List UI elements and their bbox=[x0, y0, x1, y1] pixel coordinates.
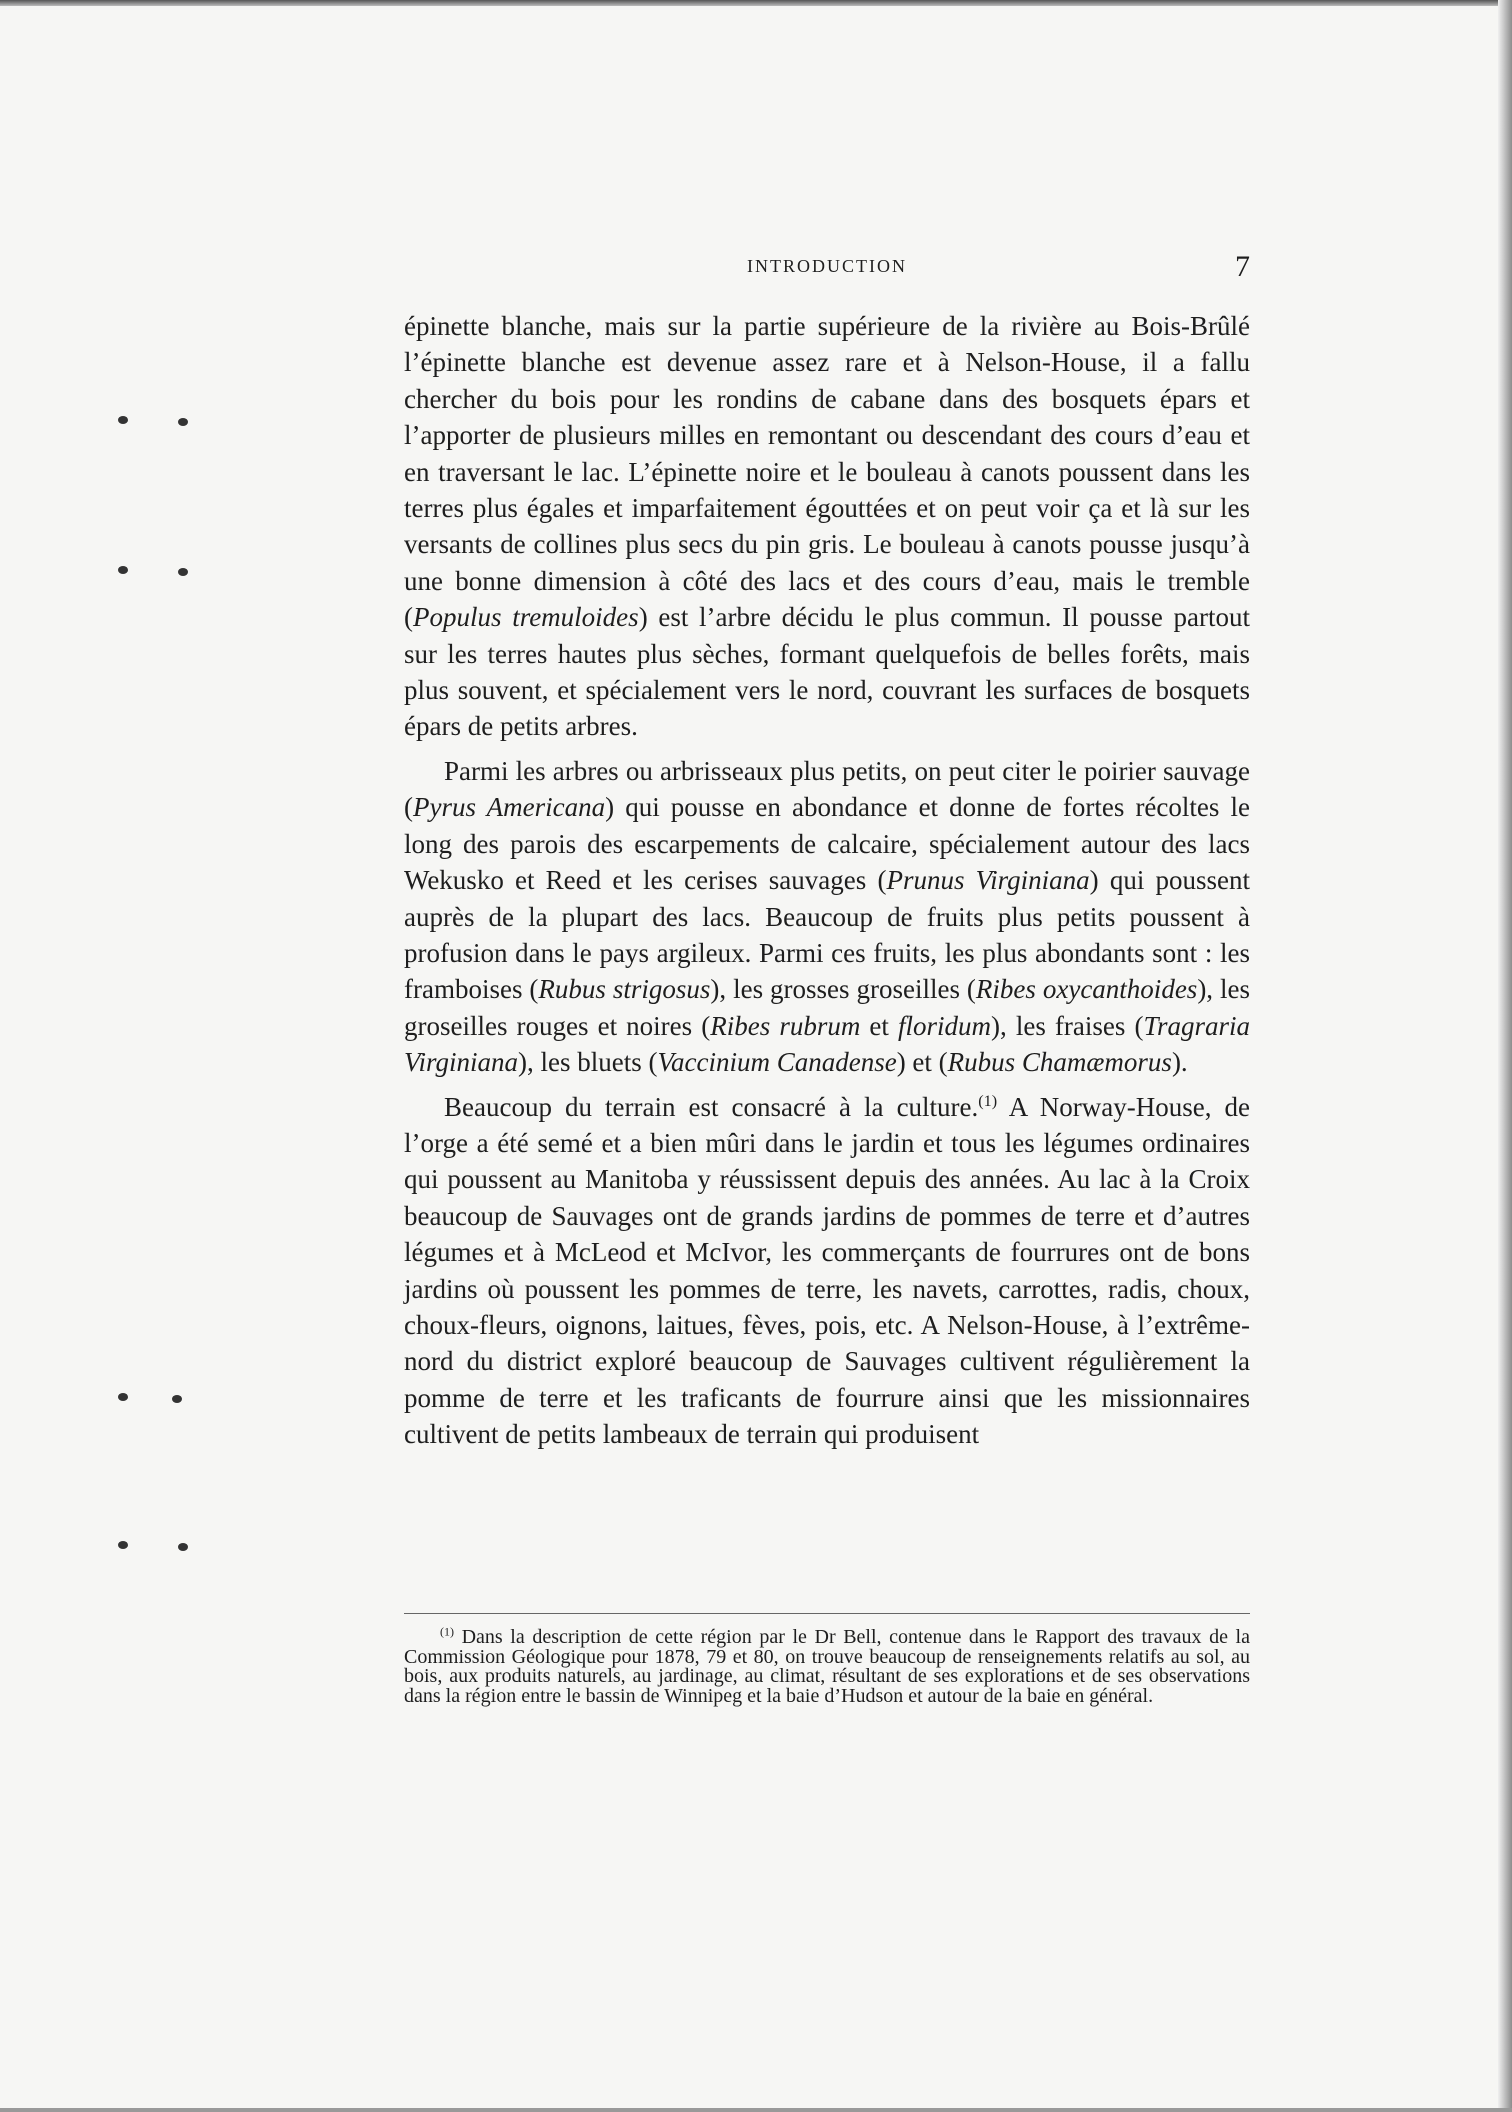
paragraph: Parmi les arbres ou arbrisseaux plus petits, on peut citer le poirier sauvage (Pyrus Americana) qui pousse en abondance et donne de fortes récoltes le long des parois des escarpements de calcaire, spécialement autour des lacs Wekusko et Reed et les cerises sauvages (Prunus Virginiana) qui poussent auprès de la plupart des lacs. Beaucoup de fruits plus petits poussent à profusion dans le pays argileux. Parmi ces fruits, les plus abondants sont : les framboises (Rubus strigosus), les grosses groseilles (Ribes oxycanthoides), les groseilles rouges et noires (Ribes rubrum et floridum), les fraises (Tragraria Virginiana), les bluets (Vaccinium Canadense) et (Rubus Chamæmorus). bbox=[404, 755, 1251, 1078]
latin-name: Pyrus Americana bbox=[413, 792, 606, 823]
latin-name: Vaccinium Canadense bbox=[657, 1047, 897, 1078]
paragraph: Beaucoup du terrain est consacré à la culture.$^{(1)}$ A Norway-House, de l’orge a été semé et a bien mûri dans le jardin et tous les légumes ordinaires qui poussent au Manitoba y réussissent depuis des années. Au lac à la Croix beaucoup de Sauvages ont de grands jardins de pommes de terre et d’autres légumes et à McLeod et McIvor, les commerçants de fourrures ont de bons jardins où poussent les pommes de terre, les navets, carrottes, radis, choux, choux-fleurs, oignons, laitues, fèves, pois, etc. A Nelson-House, à l’extrême-nord du district exploré beaucoup de Sauvages cultivent régulièrement la pomme de terre et les traficants de fourrure ainsi que les missionnaires cultivent de petits lambeaux de terrain qui produisent bbox=[404, 1091, 1250, 1450]
footnote-marker: (1) bbox=[440, 1624, 454, 1639]
footnote bbox=[404, 1624, 1250, 1707]
binding-hole-mark bbox=[178, 418, 188, 426]
binding-hole-mark bbox=[118, 566, 128, 574]
binding-hole-mark bbox=[172, 1395, 182, 1403]
page-header bbox=[404, 250, 1250, 283]
page-top-edge bbox=[0, 0, 1512, 6]
latin-name: floridum bbox=[898, 1010, 992, 1041]
footnote-text: Dans la description de cette région par le Dr Bell, contenue dans le Rapport des travaux de la Commission Géologique pour 1878, 79 et 80, on trouve beaucoup de renseignements relatifs au sol, au bois, aux produits naturels, au jardinage, au climat, résultant de ses explorations et de ses observations dans la région entre le bassin de Winnipeg et la baie d’Hudson et autour de la baie en général. bbox=[404, 1626, 1250, 1707]
latin-name: Ribes oxycanthoides bbox=[975, 974, 1198, 1005]
latin-name: Populus tremuloides bbox=[413, 602, 639, 633]
latin-name: Ribes rubrum bbox=[710, 1010, 861, 1041]
main-text bbox=[404, 308, 1250, 1453]
binding-hole-mark bbox=[178, 568, 188, 576]
binding-hole-mark bbox=[118, 416, 128, 424]
footnote-reference: (1) bbox=[978, 1091, 998, 1110]
page-bottom-edge bbox=[0, 2108, 1512, 2112]
latin-name: Tragraria Virginiana bbox=[404, 1010, 1251, 1078]
paragraph: épinette blanche, mais sur la partie supérieure de la rivière au Bois-Brûlé l’épinette blanche est devenue assez rare et à Nelson-House, il a fallu chercher du bois pour les rondins de cabane dans des bosquets épars et l’apporter de plusieurs milles en remontant ou descendant des cours d’eau et en traversant le lac. L’épinette noire et le bouleau à canots poussent dans les terres plus égales et imparfaitement égouttées et on peut voir ça et là sur les versants de collines plus secs du pin gris. Le bouleau à canots pousse jusqu’à une bonne dimension à côté des lacs et des cours d’eau, mais le tremble (Populus tremuloides) est l’arbre décidu le plus commun. Il pousse partout sur les terres hautes plus sèches, formant quelquefois de belles forêts, mais plus souvent, et spécialement vers le nord, couvrant les surfaces de bosquets épars de petits arbres. bbox=[404, 311, 1250, 742]
binding-hole-mark bbox=[118, 1541, 128, 1549]
footnote-divider bbox=[404, 1613, 1250, 1614]
binding-hole-mark bbox=[178, 1543, 188, 1551]
latin-name: Rubus strigosus bbox=[538, 974, 711, 1005]
page-right-edge bbox=[1498, 0, 1512, 2112]
latin-name: Prunus Virginiana bbox=[886, 865, 1090, 896]
latin-name: Rubus Chamæmorus bbox=[947, 1047, 1172, 1078]
page-number: 7 bbox=[1235, 250, 1250, 283]
running-title: INTRODUCTION bbox=[747, 256, 907, 276]
binding-hole-mark bbox=[118, 1393, 128, 1401]
